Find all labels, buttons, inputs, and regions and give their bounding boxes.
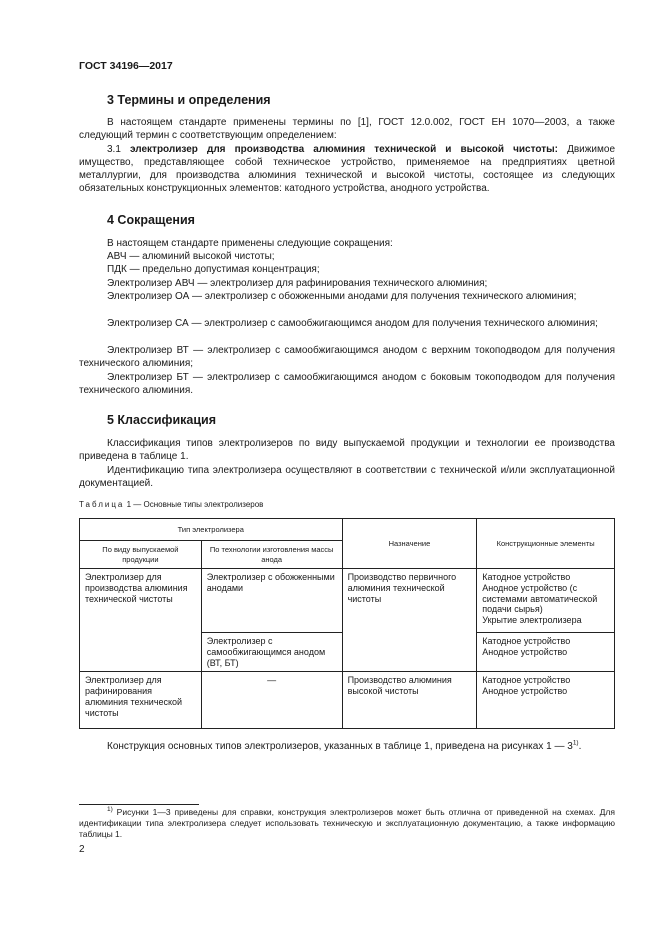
cell-technology: Электролизер с самообжигающимся анодом (ВТ, БТ) <box>201 633 342 672</box>
abbreviation-item: Электролизер СА — электролизер с самообжигающимся анодом для получения технического алюминия; <box>107 318 598 329</box>
element-line: Анодное устройство <box>482 686 568 697</box>
electrolyzer-types-table <box>79 518 615 729</box>
section-3-title: 3 Термины и определения <box>107 93 271 107</box>
term-name: электролизер для производства алюминия технической и высокой чистоты: <box>129 144 558 155</box>
after-table-text: Конструкция основных типов электролизеров, указанных в таблице 1, приведена на рисунках 1 — 3 <box>107 741 573 752</box>
table-row <box>80 569 615 633</box>
cell-purpose: Производство алюминия высокой чистоты <box>342 672 477 729</box>
abbreviation-item: Электролизер БТ — электролизер с самообжигающимся анодом с боковым токоподводом для получения технического алюминия. <box>79 372 615 396</box>
document-header: ГОСТ 34196—2017 <box>79 60 173 72</box>
header-by-product: По виду выпускаемой продукции <box>80 541 202 569</box>
abbreviation-item: Электролизер ОА — электролизер с обожженными анодами для получения технического алюминия; <box>107 291 577 302</box>
table-caption <box>79 500 263 509</box>
cell-technology: Электролизер с обожженными анодами <box>201 569 342 633</box>
section-4-title: 4 Сокращения <box>107 213 195 227</box>
abbreviation-item: Электролизер ВТ — электролизер с самообжигающимся анодом с верхним токоподводом для получения технического алюминия; <box>79 345 615 369</box>
abbreviation-item: Электролизер АВЧ — электролизер для рафинирования технического алюминия; <box>107 278 488 289</box>
header-electrolyzer-type: Тип электролизера <box>80 519 343 541</box>
table-row <box>80 672 615 729</box>
footnote-separator <box>79 804 199 805</box>
footnote-mark: 1) <box>107 806 113 814</box>
table-caption-prefix: Таблица <box>79 500 125 509</box>
element-line: Укрытие электролизера <box>482 615 582 626</box>
cell-elements <box>477 569 615 633</box>
cell-elements <box>477 633 615 672</box>
element-line: Анодное устройство <box>482 646 568 657</box>
page-number: 2 <box>79 844 85 855</box>
term-definition <box>79 143 615 195</box>
table-caption-text: 1 — Основные типы электролизеров <box>124 500 264 509</box>
abbreviation-item: ПДК — предельно допустимая концентрация; <box>107 264 320 275</box>
footnote <box>79 807 615 840</box>
element-line: Катодное устройство <box>482 572 571 582</box>
abbreviation-item: АВЧ — алюминий высокой чистоты; <box>107 251 275 262</box>
section-5-title: 5 Классификация <box>107 413 217 427</box>
term-number: 3.1 <box>107 144 121 155</box>
element-line: Катодное устройство <box>482 636 571 646</box>
cell-product: Электролизер для рафинирования алюминия технической чистоты <box>80 672 202 729</box>
cell-technology: — <box>201 672 342 729</box>
section-5-paragraph-2: Идентификацию типа электролизера осуществляют в соответствии с технической и/или эксплуатационной документацией. <box>79 465 615 489</box>
after-table-paragraph <box>79 740 615 753</box>
section-5-paragraph-1: Классификация типов электролизеров по виду выпускаемой продукции и технологии ее производства приведена в таблице 1. <box>79 438 615 462</box>
cell-purpose: Производство первичного алюминия технической чистоты <box>342 569 477 672</box>
section-3-intro: В настоящем стандарте применены термины по [1], ГОСТ 12.0.002, ГОСТ ЕН 1070—2003, а также следующий термин с соответствующим определением: <box>79 117 615 141</box>
term-definition-text: Движимое имущество, представляющее собой техническое устройство, применяемое на предприятиях цветной металлургии, для производства алюминия технической и высокой чистоты, состоящее из следующих обязательных конструкционных элементов: катодного устройства, анодного устройства. <box>79 144 616 194</box>
after-table-end: . <box>578 741 582 752</box>
cell-elements <box>477 672 615 729</box>
header-purpose: Назначение <box>342 519 477 569</box>
element-line: Анодное устройство (с системами автоматической подачи сырья) <box>482 582 598 615</box>
header-by-technology: По технологии изготовления массы анода <box>201 541 342 569</box>
header-structural-elements: Конструкционные элементы <box>477 519 615 569</box>
footnote-reference: 1) <box>572 739 579 747</box>
element-line: Катодное устройство <box>482 675 571 686</box>
section-4-intro: В настоящем стандарте применены следующие сокращения: <box>107 238 393 249</box>
footnote-text: Рисунки 1—3 приведены для справки, конструкция электролизеров может быть отлична от приведенной на схемах. Для идентификации типа электролизера следует использовать техническую и эксплуатационную документацию, а также информацию таблицы 1. <box>79 807 615 839</box>
cell-product: Электролизер для производства алюминия технической чистоты <box>80 569 202 672</box>
